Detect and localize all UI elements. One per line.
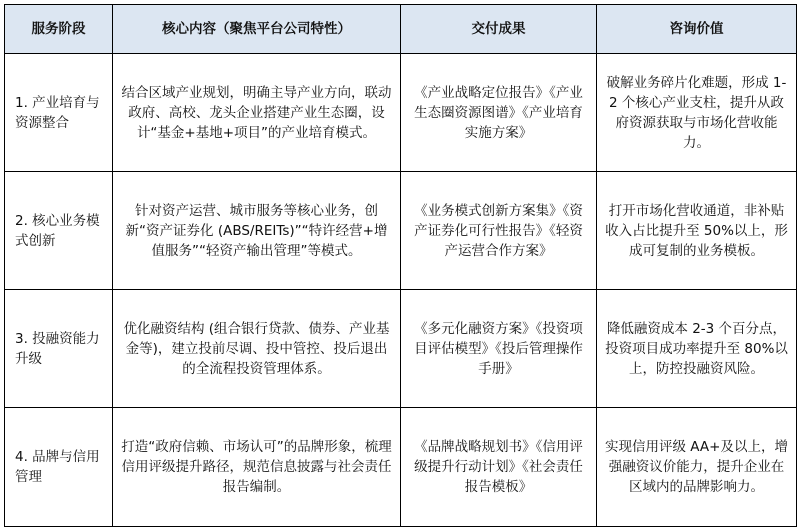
cell-deliverables: 《产业战略定位报告》《产业生态圈资源图谱》《产业培育实施方案》 bbox=[401, 54, 597, 172]
cell-content: 针对资产运营、城市服务等核心业务，创新“资产证券化 (ABS/REITs)”“特许经营+增值服务”“轻资产输出管理”等模式。 bbox=[113, 172, 401, 290]
table-row bbox=[5, 172, 797, 290]
cell-content: 打造“政府信赖、市场认可”的品牌形象，梳理信用评级提升路径，规范信息披露与社会责任报告编制。 bbox=[113, 408, 401, 527]
table-row bbox=[5, 54, 797, 172]
cell-stage: 1. 产业培育与资源整合 bbox=[5, 54, 113, 172]
cell-value: 破解业务碎片化难题，形成 1-2 个核心产业支柱，提升从政府资源获取与市场化营收能力。 bbox=[597, 54, 797, 172]
header-core-content: 核心内容（聚焦平台公司特性） bbox=[113, 5, 401, 54]
cell-stage: 2. 核心业务模式创新 bbox=[5, 172, 113, 290]
cell-deliverables: 《多元化融资方案》《投资项目评估模型》《投后管理操作手册》 bbox=[401, 290, 597, 408]
cell-value: 实现信用评级 AA+及以上，增强融资议价能力，提升企业在区域内的品牌影响力。 bbox=[597, 408, 797, 527]
header-service-stage: 服务阶段 bbox=[5, 5, 113, 54]
cell-stage: 3. 投融资能力升级 bbox=[5, 290, 113, 408]
cell-content: 优化融资结构 (组合银行贷款、债券、产业基金等)，建立投前尽调、投中管控、投后退出的全流程投资管理体系。 bbox=[113, 290, 401, 408]
cell-deliverables: 《品牌战略规划书》《信用评级提升行动计划》《社会责任报告模板》 bbox=[401, 408, 597, 527]
service-table-container bbox=[4, 4, 796, 526]
cell-content: 结合区域产业规划，明确主导产业方向，联动政府、高校、龙头企业搭建产业生态圈，设计“基金+基地+项目”的产业培育模式。 bbox=[113, 54, 401, 172]
table-row bbox=[5, 290, 797, 408]
cell-value: 打开市场化营收通道，非补贴收入占比提升至 50%以上，形成可复制的业务模板。 bbox=[597, 172, 797, 290]
cell-value: 降低融资成本 2-3 个百分点，投资项目成功率提升至 80%以上，防控投融资风险。 bbox=[597, 290, 797, 408]
cell-stage: 4. 品牌与信用管理 bbox=[5, 408, 113, 527]
cell-deliverables: 《业务模式创新方案集》《资产证券化可行性报告》《轻资产运营合作方案》 bbox=[401, 172, 597, 290]
table-header-row bbox=[5, 5, 797, 54]
header-deliverables: 交付成果 bbox=[401, 5, 597, 54]
table-row bbox=[5, 408, 797, 527]
header-consulting-value: 咨询价值 bbox=[597, 5, 797, 54]
service-stage-table bbox=[4, 4, 797, 527]
